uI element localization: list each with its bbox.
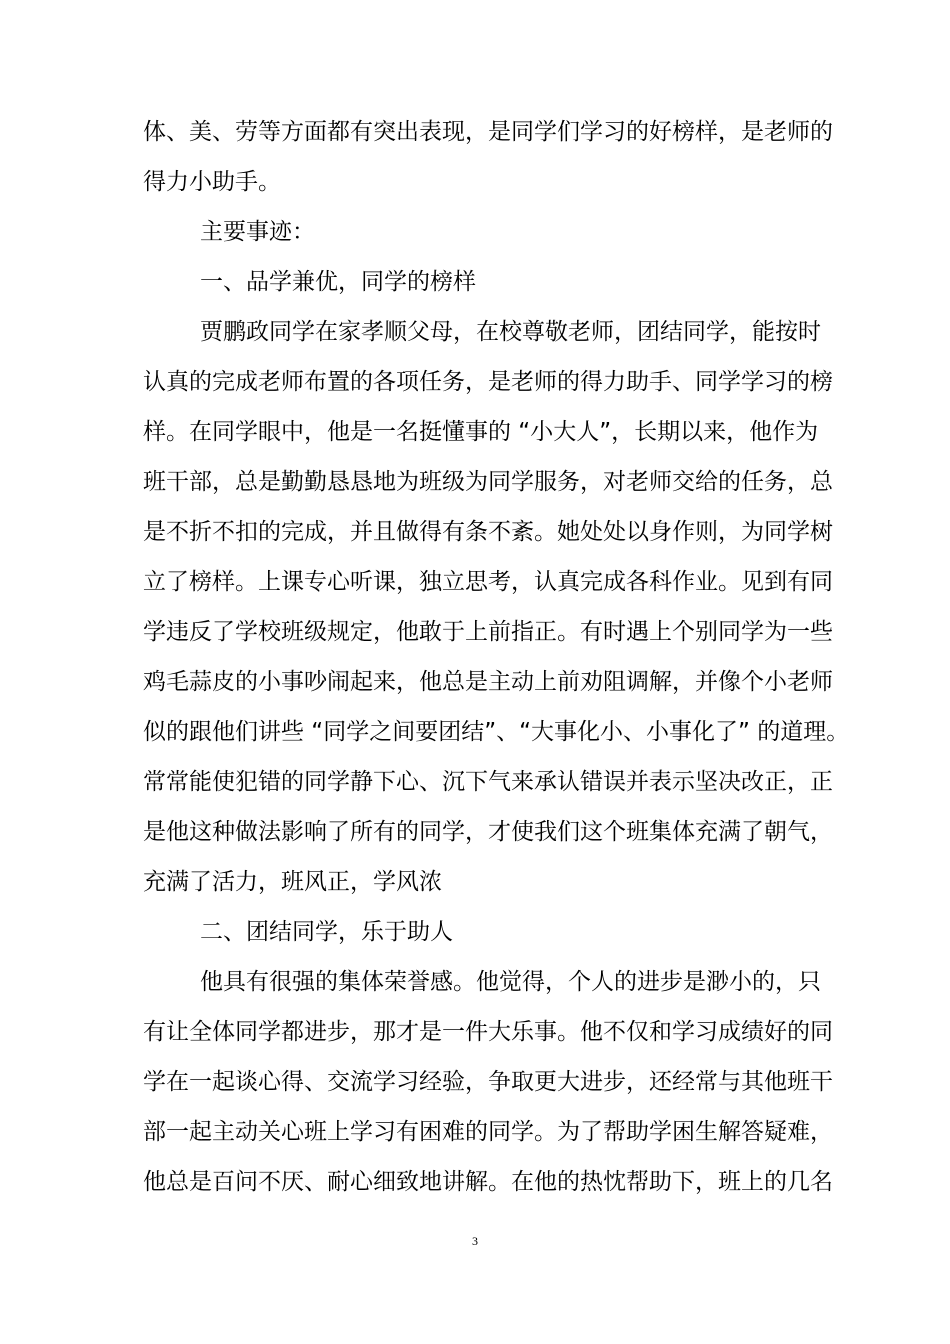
text-line: 有让全体同学都进步，那才是一件大乐事。他不仅和学习成绩好的同 [143, 1019, 833, 1045]
text-line: 体、美、劳等方面都有突出表现，是同学们学习的好榜样，是老师的 [143, 119, 833, 145]
text-line: 立了榜样。上课专心听课，独立思考，认真完成各科作业。见到有同 [143, 569, 833, 595]
text-line: 是不折不扣的完成，并且做得有条不紊。她处处以身作则，为同学树 [143, 519, 833, 545]
section-heading: 二、团结同学，乐于助人 [200, 919, 453, 945]
section-heading: 主要事迹： [200, 219, 315, 245]
text-line: 是他这种做法影响了所有的同学，才使我们这个班集体充满了朝气， [143, 819, 833, 845]
text-line: 似的跟他们讲些 “同学之间要团结”、“大事化小、小事化了” 的道理。 [143, 719, 850, 745]
page-number: 3 [472, 1234, 478, 1248]
text-line: 认真的完成老师布置的各项任务，是老师的得力助手、同学学习的榜 [143, 369, 833, 395]
text-line: 充满了活力，班风正，学风浓 [143, 869, 442, 895]
document-body [143, 107, 850, 1207]
paragraph-first-line: 贾鹏政同学在家孝顺父母，在校尊敬老师，团结同学，能按时 [200, 319, 821, 345]
text-line: 他总是百问不厌、耐心细致地讲解。在他的热忱帮助下，班上的几名 [143, 1169, 833, 1195]
text-line: 班干部，总是勤勤恳恳地为班级为同学服务，对老师交给的任务，总 [143, 469, 833, 495]
text-line: 得力小助手。 [143, 169, 281, 195]
text-line: 学在一起谈心得、交流学习经验，争取更大进步，还经常与其他班干 [143, 1069, 833, 1095]
text-line: 常常能使犯错的同学静下心、沉下气来承认错误并表示坚决改正，正 [143, 769, 833, 795]
section-heading: 一、品学兼优，同学的榜样 [200, 269, 476, 295]
text-line: 鸡毛蒜皮的小事吵闹起来，他总是主动上前劝阻调解，并像个小老师 [143, 669, 833, 695]
text-line: 学违反了学校班级规定，他敢于上前指正。有时遇上个别同学为一些 [143, 619, 833, 645]
paragraph-first-line: 他具有很强的集体荣誉感。他觉得，个人的进步是渺小的，只 [200, 969, 821, 995]
text-line: 部一起主动关心班上学习有困难的同学。为了帮助学困生解答疑难， [143, 1119, 833, 1145]
text-line: 样。在同学眼中，他是一名挺懂事的 “小大人”，长期以来，他作为 [143, 419, 819, 445]
